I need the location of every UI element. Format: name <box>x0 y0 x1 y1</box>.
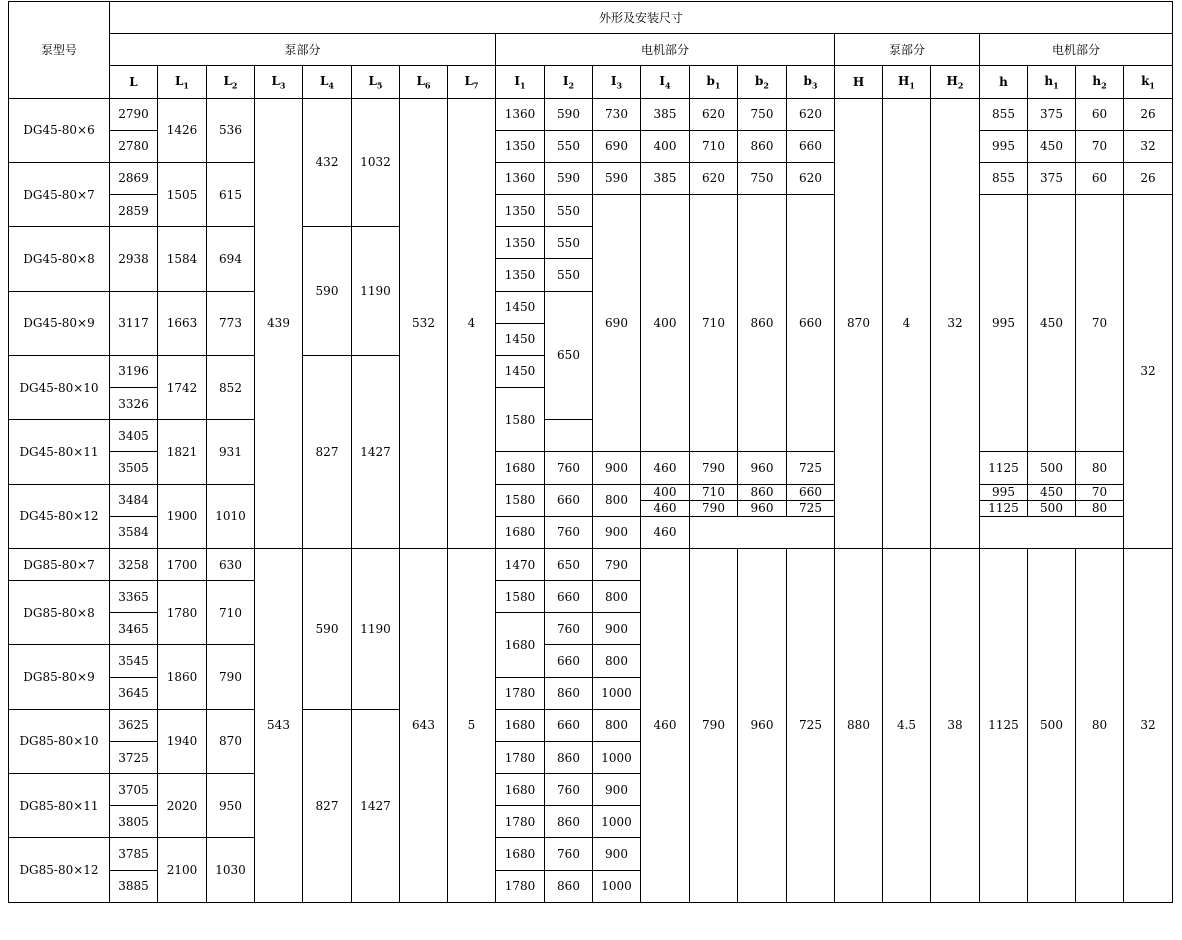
model-name: DG85-80×7 <box>9 548 110 580</box>
cell-I2: 760 <box>545 838 593 870</box>
cell-b1: 710 <box>690 485 737 501</box>
cell-L1: 1821 <box>158 420 207 484</box>
cell-h2: 60 <box>1076 162 1124 194</box>
cell-L4: 827 <box>303 355 352 548</box>
cell-L: 3117 <box>110 291 158 355</box>
col-L6: $L_6$ <box>400 66 448 98</box>
cell-L1: 1584 <box>158 227 207 291</box>
cell-I3: 900 <box>593 774 641 806</box>
cell-I4: 400 <box>641 195 690 452</box>
model-name: DG45-80×10 <box>9 355 110 419</box>
cell-h: 995 <box>980 130 1028 162</box>
cell-b1: 620 <box>690 162 738 194</box>
cell-b3: 725 <box>787 548 835 902</box>
cell-L5: 1190 <box>352 227 400 356</box>
cell-L1: 2100 <box>158 838 207 902</box>
cell-I3: 900 <box>593 613 641 645</box>
cell-I2: 550 <box>545 259 593 291</box>
cell-I2: 590 <box>545 162 593 194</box>
cell-I4-split <box>641 484 690 516</box>
cell-I2: 660 <box>545 581 593 613</box>
col-L5: $L_5$ <box>352 66 400 98</box>
cell-I1: 1780 <box>496 741 545 773</box>
cell-b3: 660 <box>787 130 835 162</box>
model-name: DG85-80×9 <box>9 645 110 709</box>
cell-h2: 70 <box>1076 485 1123 501</box>
cell-L5: 1032 <box>352 98 400 227</box>
cell-L1: 1426 <box>158 98 207 162</box>
table-row <box>9 484 1173 516</box>
cell-I3: 900 <box>593 838 641 870</box>
cell-h1: 375 <box>1028 98 1076 130</box>
cell-L2: 536 <box>207 98 255 162</box>
header-row-3 <box>9 66 1173 98</box>
model-name: DG45-80×9 <box>9 291 110 355</box>
cell-L: 3196 <box>110 355 158 387</box>
cell-L2: 950 <box>207 774 255 838</box>
model-name: DG85-80×11 <box>9 774 110 838</box>
overall-dimensions-header: 外形及安装尺寸 <box>110 2 1173 34</box>
cell-k1: 26 <box>1124 98 1173 130</box>
cell-k1: 32 <box>1124 130 1173 162</box>
model-column-header: 泵型号 <box>9 2 110 99</box>
cell-b3: 725 <box>787 452 835 484</box>
cell-h2: 70 <box>1076 130 1124 162</box>
cell-L1: 1780 <box>158 581 207 645</box>
cell-h1: 450 <box>1028 485 1075 501</box>
cell-H2: 38 <box>931 548 980 902</box>
cell-b1-split <box>690 484 738 516</box>
cell-b2: 860 <box>738 195 787 452</box>
cell-I2: 760 <box>545 774 593 806</box>
cell-L2: 1030 <box>207 838 255 902</box>
cell-h: 1125 <box>980 548 1028 902</box>
pump-part-header: 泵部分 <box>110 34 496 66</box>
cell-I1: 1680 <box>496 709 545 741</box>
cell-h: 1125 <box>980 452 1028 484</box>
cell-H: 870 <box>835 98 883 548</box>
cell-L4: 590 <box>303 227 352 356</box>
cell-L6: 532 <box>400 98 448 548</box>
cell-I1: 1350 <box>496 259 545 291</box>
cell-L2: 694 <box>207 227 255 291</box>
cell-I2: 660 <box>545 645 593 677</box>
cell-b3: 725 <box>799 501 822 516</box>
col-I1: $I_1$ <box>496 66 545 98</box>
cell-h-split <box>980 484 1028 516</box>
cell-I1: 1350 <box>496 195 545 227</box>
cell-I3: 800 <box>593 581 641 613</box>
cell-I2: 650 <box>545 291 593 420</box>
col-H1: $H_1$ <box>883 66 931 98</box>
col-L1: $L_1$ <box>158 66 207 98</box>
cell-L: 3805 <box>110 806 158 838</box>
cell-h: 995 <box>980 195 1028 452</box>
cell-I4: 460 <box>653 501 677 516</box>
cell-I1: 1450 <box>496 323 545 355</box>
cell-L4: 432 <box>303 98 352 227</box>
col-L2: $L_2$ <box>207 66 255 98</box>
cell-I2: 860 <box>545 677 593 709</box>
cell-b1: 790 <box>690 548 738 902</box>
col-I3: $I_3$ <box>593 66 641 98</box>
cell-I3: 800 <box>593 709 641 741</box>
cell-L4: 590 <box>303 548 352 709</box>
model-name: DG45-80×8 <box>9 227 110 291</box>
cell-b1: 790 <box>702 501 725 516</box>
cell-I3: 730 <box>593 98 641 130</box>
cell-L: 2859 <box>110 195 158 227</box>
cell-h2: 70 <box>1076 195 1124 452</box>
cell-L: 2938 <box>110 227 158 291</box>
cell-b2: 860 <box>738 130 787 162</box>
cell-L4: 827 <box>303 709 352 902</box>
cell-I1: 1580 <box>496 484 545 516</box>
cell-I3: 790 <box>593 548 641 580</box>
pump-part-header-2: 泵部分 <box>835 34 980 66</box>
motor-part-header-2: 电机部分 <box>980 34 1173 66</box>
cell-b1: 790 <box>690 452 738 484</box>
cell-I4: 400 <box>641 485 689 501</box>
cell-I1: 1680 <box>496 838 545 870</box>
col-h1: $h_1$ <box>1028 66 1076 98</box>
cell-L: 2790 <box>110 98 158 130</box>
cell-I1: 1580 <box>496 581 545 613</box>
cell-H1: 4.5 <box>883 548 931 902</box>
cell-L2: 1010 <box>207 484 255 548</box>
col-H: H <box>835 66 883 98</box>
cell-b2-split <box>738 484 787 516</box>
cell-L1: 1860 <box>158 645 207 709</box>
cell-I1: 1780 <box>496 677 545 709</box>
cell-I1: 1360 <box>496 98 545 130</box>
cell-b2: 960 <box>738 452 787 484</box>
cell-L: 3584 <box>110 516 158 548</box>
cell-h: 855 <box>980 98 1028 130</box>
header-row-2 <box>9 34 1173 66</box>
table-row <box>9 162 1173 194</box>
cell-I2: 660 <box>545 484 593 516</box>
cell-I3: 690 <box>593 195 641 452</box>
col-h2: $h_2$ <box>1076 66 1124 98</box>
cell-b2: 750 <box>738 162 787 194</box>
cell-L: 3885 <box>110 870 158 902</box>
cell-I2: 590 <box>545 98 593 130</box>
cell-I3: 800 <box>593 484 641 516</box>
cell-h1: 500 <box>1028 452 1076 484</box>
cell-h2: 80 <box>1076 548 1124 902</box>
cell-I3: 900 <box>593 452 641 484</box>
cell-L5: 1427 <box>352 355 400 548</box>
cell-L3: 543 <box>255 548 303 902</box>
cell-h2-split <box>1076 484 1124 516</box>
dimensions-table <box>8 1 1173 903</box>
cell-h1: 375 <box>1028 162 1076 194</box>
cell-I3: 900 <box>593 516 641 548</box>
cell-h1: 500 <box>1028 548 1076 902</box>
cell-I2: 760 <box>545 613 593 645</box>
cell-I1: 1350 <box>496 130 545 162</box>
cell-L: 3365 <box>110 581 158 613</box>
cell-I4: 385 <box>641 162 690 194</box>
cell-I4: 460 <box>641 452 690 484</box>
cell-L2: 615 <box>207 162 255 226</box>
cell-b2: 860 <box>738 485 786 501</box>
cell-I1: 1680 <box>496 516 545 548</box>
cell-b1: 710 <box>690 130 738 162</box>
cell-I2: 550 <box>545 227 593 259</box>
col-H2: $H_2$ <box>931 66 980 98</box>
header-row-1 <box>9 2 1173 34</box>
cell-L2: 852 <box>207 355 255 419</box>
cell-I4: 400 <box>641 130 690 162</box>
cell-L5: 1427 <box>352 709 400 902</box>
cell-h: 995 <box>980 485 1027 501</box>
cell-L5: 1190 <box>352 548 400 709</box>
cell-L: 3484 <box>110 484 158 516</box>
model-name: DG45-80×7 <box>9 162 110 226</box>
cell-I3: 1000 <box>593 677 641 709</box>
cell-L: 3258 <box>110 548 158 580</box>
cell-L1: 1742 <box>158 355 207 419</box>
cell-h: 1125 <box>988 501 1019 516</box>
cell-I3: 1000 <box>593 870 641 902</box>
cell-L: 3625 <box>110 709 158 741</box>
col-L3: $L_3$ <box>255 66 303 98</box>
cell-h1: 450 <box>1028 130 1076 162</box>
cell-h2: 80 <box>1091 501 1108 516</box>
model-name: DG45-80×12 <box>9 484 110 548</box>
cell-L: 3405 <box>110 420 158 452</box>
cell-b3-split <box>787 484 835 516</box>
cell-L: 3705 <box>110 774 158 806</box>
cell-I2: 760 <box>545 516 593 548</box>
cell-I3: 1000 <box>593 741 641 773</box>
cell-I3: 1000 <box>593 806 641 838</box>
col-I2: $I_2$ <box>545 66 593 98</box>
cell-I1: 1360 <box>496 162 545 194</box>
cell-I1: 1450 <box>496 355 545 387</box>
cell-h1: 500 <box>1040 501 1063 516</box>
cell-L2: 630 <box>207 548 255 580</box>
cell-k1: 32 <box>1124 195 1173 549</box>
cell-L: 3326 <box>110 388 158 420</box>
cell-L7: 5 <box>448 548 496 902</box>
model-name: DG45-80×6 <box>9 98 110 162</box>
model-name: DG85-80×10 <box>9 709 110 773</box>
cell-L: 3785 <box>110 838 158 870</box>
cell-b3: 620 <box>787 98 835 130</box>
cell-h: 855 <box>980 162 1028 194</box>
cell-L3: 439 <box>255 98 303 548</box>
cell-H1: 4 <box>883 98 931 548</box>
cell-I2: 860 <box>545 741 593 773</box>
cell-I4: 460 <box>641 516 690 548</box>
cell-I4: 385 <box>641 98 690 130</box>
cell-L2: 870 <box>207 709 255 773</box>
cell-L1: 2020 <box>158 774 207 838</box>
col-L4: $L_4$ <box>303 66 352 98</box>
cell-I1: 1580 <box>496 388 545 452</box>
col-k1: $k_1$ <box>1124 66 1173 98</box>
cell-I1: 1680 <box>496 613 545 677</box>
cell-L2: 710 <box>207 581 255 645</box>
cell-k1: 26 <box>1124 162 1173 194</box>
cell-b3: 660 <box>787 195 835 452</box>
model-name: DG85-80×8 <box>9 581 110 645</box>
cell-k1: 32 <box>1124 548 1173 902</box>
cell-b2: 960 <box>750 501 774 516</box>
model-name: DG85-80×12 <box>9 838 110 902</box>
cell-h2: 60 <box>1076 98 1124 130</box>
cell-H: 880 <box>835 548 883 902</box>
col-L7: $L_7$ <box>448 66 496 98</box>
cell-L: 3545 <box>110 645 158 677</box>
cell-I1: 1680 <box>496 774 545 806</box>
cell-I2: 650 <box>545 548 593 580</box>
cell-b2: 750 <box>738 98 787 130</box>
motor-part-header: 电机部分 <box>496 34 835 66</box>
table-row <box>9 98 1173 130</box>
cell-I4: 460 <box>641 548 690 902</box>
cell-I1: 1680 <box>496 452 545 484</box>
cell-I3: 590 <box>593 162 641 194</box>
col-b2: $b_2$ <box>738 66 787 98</box>
cell-b3: 620 <box>787 162 835 194</box>
cell-I1: 1780 <box>496 806 545 838</box>
cell-h1-split <box>1028 484 1076 516</box>
col-I4: $I_4$ <box>641 66 690 98</box>
cell-I1: 1780 <box>496 870 545 902</box>
cell-I2: 860 <box>545 870 593 902</box>
cell-L: 3725 <box>110 741 158 773</box>
cell-I2: 760 <box>545 452 593 484</box>
cell-I3: 800 <box>593 645 641 677</box>
cell-L: 3505 <box>110 452 158 484</box>
cell-L: 2869 <box>110 162 158 194</box>
cell-L6: 643 <box>400 548 448 902</box>
cell-L2: 931 <box>207 420 255 484</box>
model-name: DG45-80×11 <box>9 420 110 484</box>
cell-h1: 450 <box>1028 195 1076 452</box>
col-b3: $b_3$ <box>787 66 835 98</box>
cell-L1: 1700 <box>158 548 207 580</box>
col-L: L <box>110 66 158 98</box>
cell-b3: 660 <box>787 485 834 501</box>
cell-L7: 4 <box>448 98 496 548</box>
cell-I2: 550 <box>545 130 593 162</box>
cell-L2: 790 <box>207 645 255 709</box>
cell-L1: 1663 <box>158 291 207 355</box>
cell-I1: 1350 <box>496 227 545 259</box>
cell-L: 2780 <box>110 130 158 162</box>
cell-I1: 1450 <box>496 291 545 323</box>
cell-L1: 1505 <box>158 162 207 226</box>
cell-I1: 1470 <box>496 548 545 580</box>
cell-b1: 710 <box>690 195 738 452</box>
cell-I2: 860 <box>545 806 593 838</box>
cell-H2: 32 <box>931 98 980 548</box>
cell-L2: 773 <box>207 291 255 355</box>
cell-I2: 660 <box>545 709 593 741</box>
cell-h2: 80 <box>1076 452 1124 484</box>
cell-L: 3645 <box>110 677 158 709</box>
cell-L1: 1900 <box>158 484 207 548</box>
cell-L1: 1940 <box>158 709 207 773</box>
cell-L: 3465 <box>110 613 158 645</box>
cell-I2: 550 <box>545 195 593 227</box>
cell-b1: 620 <box>690 98 738 130</box>
col-b1: $b_1$ <box>690 66 738 98</box>
cell-b2: 960 <box>738 548 787 902</box>
cell-I3: 690 <box>593 130 641 162</box>
col-h: h <box>980 66 1028 98</box>
